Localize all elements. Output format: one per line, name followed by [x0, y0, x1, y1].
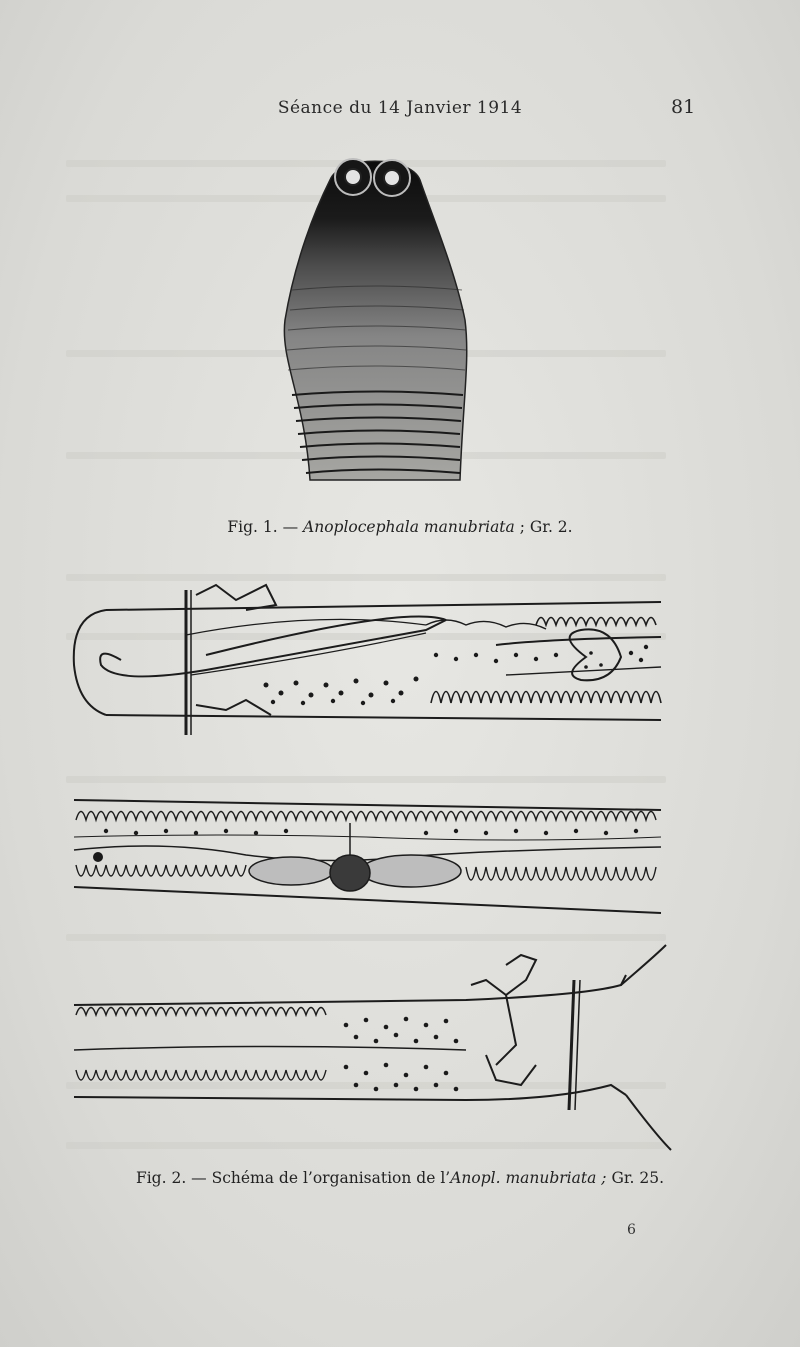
page-number: 81 — [671, 96, 696, 118]
figure-2-species: Anopl. manubriata ; — [450, 1169, 607, 1187]
signature-mark: 6 — [627, 1222, 636, 1238]
figure-2-label: Fig. 2. — Schéma de l’organisation de l’ — [135, 1169, 451, 1187]
figure-1-species: Anoplocephala manubriata — [303, 518, 515, 536]
figure-2-organisation-schema — [66, 575, 678, 1155]
figure-1-label: Fig. 1. — — [227, 518, 299, 536]
running-header: Séance du 14 Janvier 1914 — [277, 98, 523, 118]
figure-1-tapeworm-scolex — [270, 150, 480, 495]
figure-2-caption — [0, 1169, 800, 1187]
figure-1-magnification: ; Gr. 2. — [519, 518, 573, 536]
figure-2-magnification: Gr. 25. — [611, 1169, 665, 1187]
figure-1-caption — [0, 518, 800, 536]
